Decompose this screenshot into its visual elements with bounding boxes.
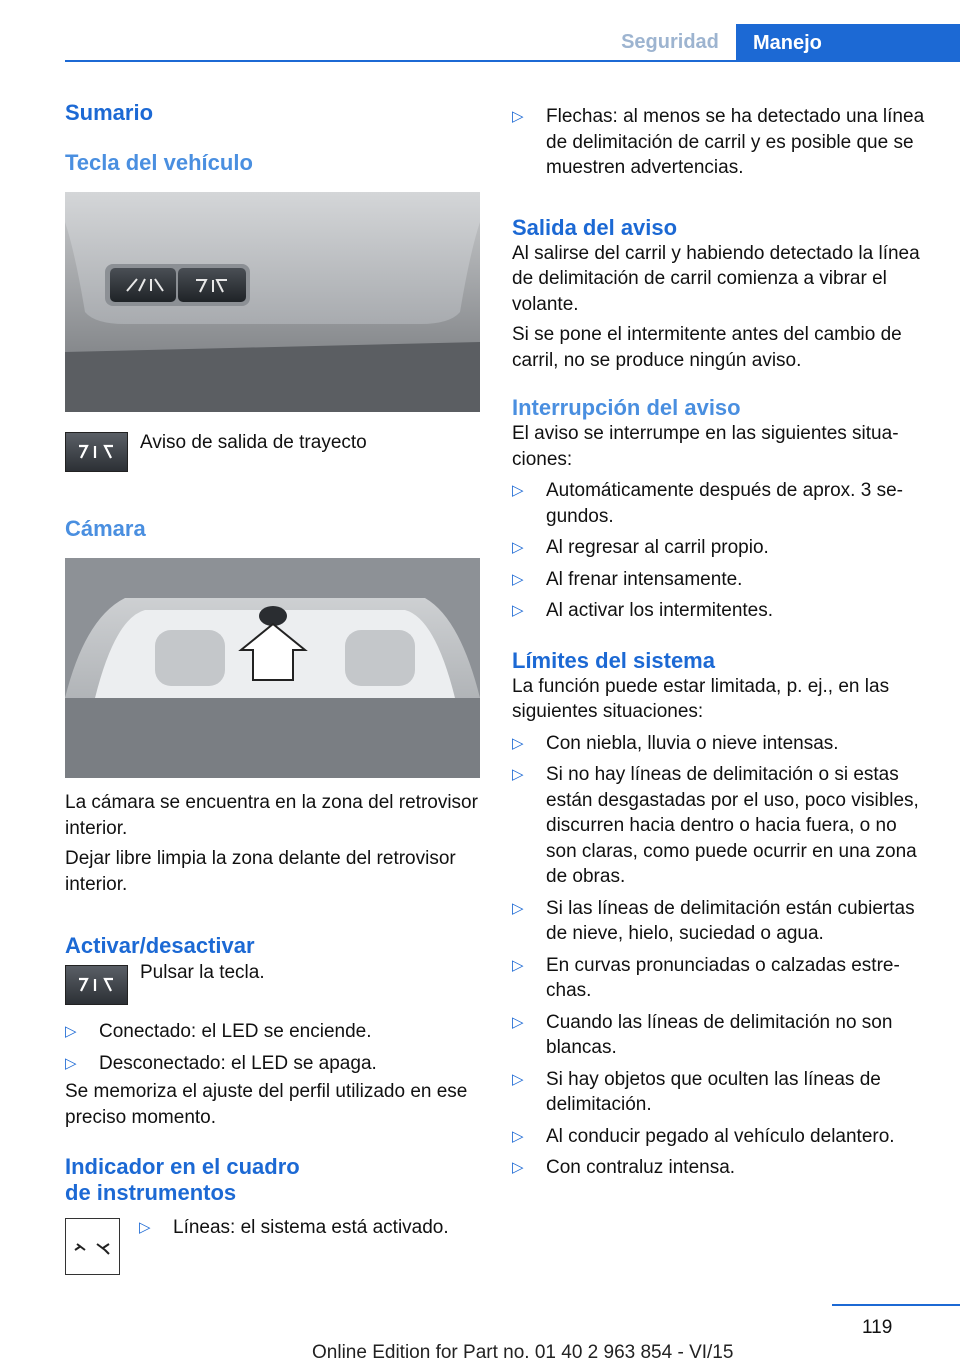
heading-sumario: Sumario: [65, 100, 154, 125]
bullet-triangle-icon: ▷: [512, 570, 524, 588]
list-item: ▷ Al activar los intermitentes.: [512, 598, 932, 624]
list-item: ▷ Flechas: al menos se ha detectado una línea de delimitación de carril y es posible que se muestren advertencias.: [512, 106, 925, 178]
bullet-triangle-icon: ▷: [512, 539, 524, 556]
bullet-triangle-icon: ▷: [512, 1070, 524, 1088]
bullet-triangle-icon: ▷: [512, 956, 524, 974]
interrupcion-paragraph: El aviso se interrumpe en las siguientes situaciones:: [512, 423, 899, 470]
lane-departure-button-icon: [65, 965, 128, 1005]
button-panel-illustration: [65, 192, 480, 412]
list-item: ▷ Con niebla, lluvia o nieve intensas.: [512, 731, 932, 757]
bullet-triangle-icon: ▷: [512, 1159, 524, 1176]
camara-paragraph-1: La cámara se encuentra en la zona del retrovisor interior.: [65, 792, 478, 839]
activar-row: [65, 962, 480, 1005]
memoriza-paragraph: Se memoriza el ajuste del perfil utilizado en ese preciso momento.: [65, 1081, 468, 1128]
list-item: ▷ Si las líneas de delimitación están cubiertas de nieve, hielo, suciedad o agua.: [512, 897, 915, 944]
camera-photo: [65, 558, 480, 778]
bullet-triangle-icon: ▷: [512, 602, 524, 619]
list-item: ▷ Automáticamente después de aprox. 3 segundos.: [512, 480, 903, 527]
button-panel-photo: [65, 192, 480, 412]
bullet-triangle-icon: ▷: [512, 1013, 524, 1031]
list-item: ▷ Conectado: el LED se enciende.: [65, 1019, 480, 1045]
bullet-triangle-icon: ▷: [512, 766, 524, 783]
list-item: ▷ Si no hay líneas de delimitación o si estas están desgastadas por el uso, poco visibles, discurren hacia dentro o hacia fuera, o no son claras, como puede ocurrir en una zona de obras.: [512, 764, 919, 887]
heading-limites: Límites del sistema: [512, 647, 715, 673]
list-item: ▷ En curvas pronunciadas o calzadas estrechas.: [512, 954, 900, 1001]
list-item: ▷ Al regresar al carril propio.: [512, 535, 932, 561]
footer-rule: [832, 1304, 960, 1306]
header-rule: [65, 60, 960, 62]
lane-departure-icon: [65, 432, 128, 472]
indicador-row: [65, 1218, 480, 1275]
activar-instruction: Pulsar la tecla.: [140, 962, 265, 983]
bullet-triangle-icon: ▷: [512, 734, 524, 752]
left-column: [65, 100, 480, 1275]
tab-seguridad[interactable]: Seguridad: [621, 30, 719, 53]
heading-tecla: Tecla del vehículo: [65, 150, 253, 175]
tab-manejo[interactable]: Manejo: [736, 24, 960, 62]
right-column: [512, 104, 932, 1181]
heading-salida: Salida del aviso: [512, 214, 678, 240]
list-item: ▷ Al conducir pegado al vehículo delantero.: [512, 1124, 932, 1150]
list-item: ▷ Líneas: el sistema está activado.: [139, 1215, 449, 1241]
bullet-triangle-icon: ▷: [512, 108, 524, 125]
limites-paragraph: La función puede estar limitada, p. ej., en las siguientes situaciones:: [512, 675, 890, 722]
heading-camara: Cámara: [65, 516, 146, 541]
heading-activar: Activar/desactivar: [65, 933, 255, 958]
list-item: ▷ Al frenar intensamente.: [512, 567, 932, 593]
icon-caption: Aviso de salida de trayecto: [140, 432, 367, 453]
bullet-triangle-icon: ▷: [65, 1023, 77, 1040]
bullet-triangle-icon: ▷: [139, 1219, 151, 1236]
heading-indicador: Indicador en el cuadro de instrumentos: [65, 1154, 300, 1205]
list-item: ▷ Con contraluz intensa.: [512, 1155, 932, 1181]
list-item: ▷ Si hay objetos que oculten las líneas de delimitación.: [512, 1068, 881, 1115]
icon-caption-row: [65, 432, 480, 472]
bullet-triangle-icon: ▷: [65, 1054, 77, 1072]
camara-paragraph-2: Dejar libre limpia la zona delante del retrovisor interior.: [65, 848, 456, 895]
lane-lines-indicator-icon: [65, 1218, 120, 1275]
edition-note: Online Edition for Part no. 01 40 2 963 854 - VI/15: [312, 1342, 734, 1362]
page-number: 119: [862, 1317, 893, 1338]
heading-interrupcion: Interrupción del aviso: [512, 395, 741, 420]
salida-paragraph-2: Si se pone el intermitente antes del cambio de carril, no se produce ningún aviso.: [512, 324, 902, 371]
list-item: ▷ Cuando las líneas de delimitación no son blancas.: [512, 1011, 893, 1058]
list-item: ▷ Desconectado: el LED se apaga.: [65, 1051, 480, 1077]
bullet-triangle-icon: ▷: [512, 482, 524, 499]
bullet-triangle-icon: ▷: [512, 1127, 524, 1145]
rear-window-illustration: [65, 558, 480, 778]
salida-paragraph-1: Al salirse del carril y habiendo detectado la línea de delimitación de carril comienza a vibrar el volante.: [512, 242, 920, 315]
bullet-triangle-icon: ▷: [512, 899, 524, 917]
